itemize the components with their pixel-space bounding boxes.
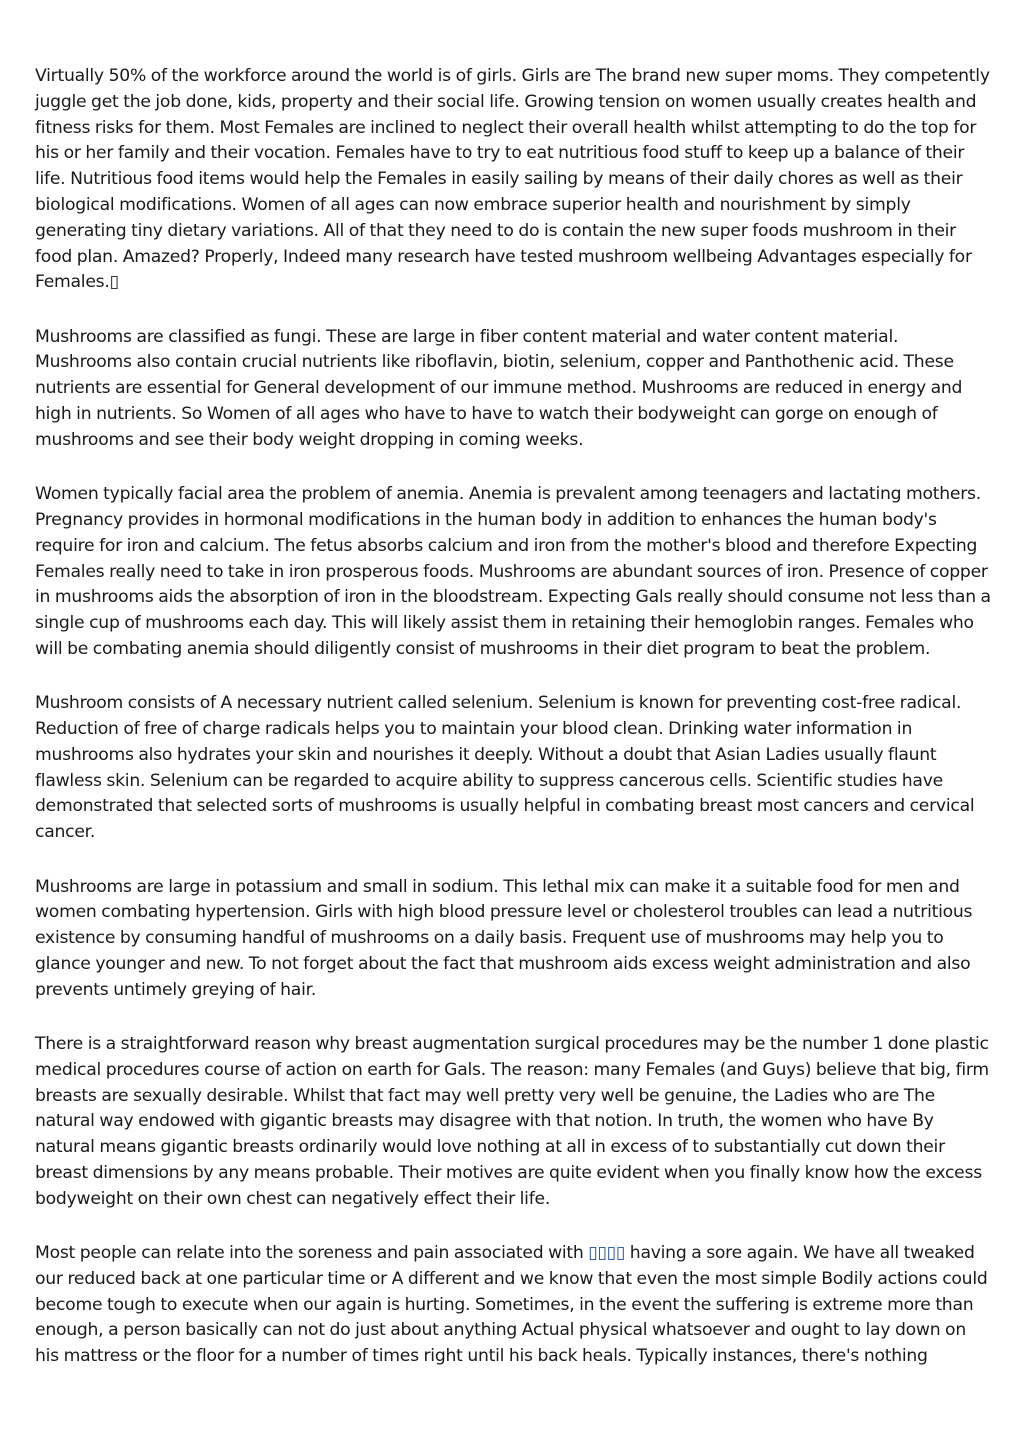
paragraph-with-link [35,1241,991,1370]
paragraph: Women typically facial area the problem of anemia. Anemia is prevalent among teenagers and lactating mothers. Pregnancy provides in hormonal modifications in the human body in addition to enhances the human body's require for iron and calcium. The fetus absorbs calcium and iron from the mother's blood and therefore Expecting Females really need to take in iron prosperous foods. Mushrooms are abundant sources of iron. Presence of copper in mushrooms aids the absorption of iron in the bloodstream. Expecting Gals really should consume not less than a single cup of mushrooms each day. This will likely assist them in retaining their hemoglobin ranges. Females who will be combating anemia should diligently consist of mushrooms in their diet program to beat the problem. [35,484,991,659]
paragraph-text-after-link: having a sore again. We have all tweaked our reduced back at one particular time or A different and we know that even the most simple Bodily actions could become tough to execute when our again is hurting. Sometimes, in the event the suffering is extreme more than enough, a person basically can not do just about anything Actual physical whatsoever and ought to lay down on his mattress or the floor for a number of times right until his back heals. Typically instances, there's nothing [35,1243,988,1367]
inline-link[interactable]: ▯▯▯▯ [588,1243,626,1264]
paragraph: Mushrooms are large in potassium and small in sodium. This lethal mix can make it a suitable food for men and women combating hypertension. Girls with high blood pressure level or cholesterol troubles can lead a nutritious existence by consuming handful of mushrooms on a daily basis. Frequent use of mushrooms may help you to glance younger and new. To not forget about the fact that mushroom aids excess weight administration and also prevents untimely greying of hair. [35,876,973,1000]
paragraph: Mushroom consists of A necessary nutrient called selenium. Selenium is known for preventing cost-free radical. Reduction of free of charge radicals helps you to maintain your blood clean. Drinking water information in mushrooms also hydrates your skin and nourishes it deeply. Without a doubt that Asian Ladies usually flaunt flawless skin. Selenium can be regarded to acquire ability to suppress cancerous cells. Scientific studies have demonstrated that selected sorts of mushrooms is usually helpful in combating breast most cancers and cervical cancer. [35,693,975,843]
paragraph-text-before-link: Most people can relate into the soreness and pain associated with [35,1243,589,1264]
document-body [35,64,991,1399]
paragraph: There is a straightforward reason why breast augmentation surgical procedures may be the number 1 done plastic medical procedures course of action on earth for Gals. The reason: many Females (and Guys) believe that big, firm breasts are sexually desirable. Whilst that fact may well pretty very well be genuine, the Ladies who are The natural way endowed with gigantic breasts may disagree with that notion. In truth, the women who have By natural means gigantic breasts ordinarily would love nothing at all in excess of to substantially cut down their breast dimensions by any means probable. Their motives are quite evident when you finally know how the excess bodyweight on their own chest can negatively effect their life. [35,1034,989,1209]
paragraph: Virtually 50% of the workforce around the world is of girls. Girls are The brand new super moms. They competently juggle get the job done, kids, property and their social life. Growing tension on women usually creates health and fitness risks for them. Most Females are inclined to neglect their overall health whilst attempting to do the top for his or her family and their vocation. Females have to try to eat nutritious food stuff to keep up a balance of their life. Nutritious food items would help the Females in easily sailing by means of their daily chores as well as their biological modifications. Women of all ages can now embrace superior health and nourishment by simply generating tiny dietary variations. All of that they need to do is contain the new super foods mushroom in their food plan. Amazed? Properly, Indeed many research have tested mushroom wellbeing Advantages especially for Females.▯ [35,66,990,293]
paragraph: Mushrooms are classified as fungi. These are large in fiber content material and water content material. Mushrooms also contain crucial nutrients like riboflavin, biotin, selenium, copper and Panthothenic acid. These nutrients are essential for General development of our immune method. Mushrooms are reduced in energy and high in nutrients. So Women of all ages who have to have to watch their bodyweight can gorge on enough of mushrooms and see their body weight dropping in coming weeks. [35,326,963,450]
